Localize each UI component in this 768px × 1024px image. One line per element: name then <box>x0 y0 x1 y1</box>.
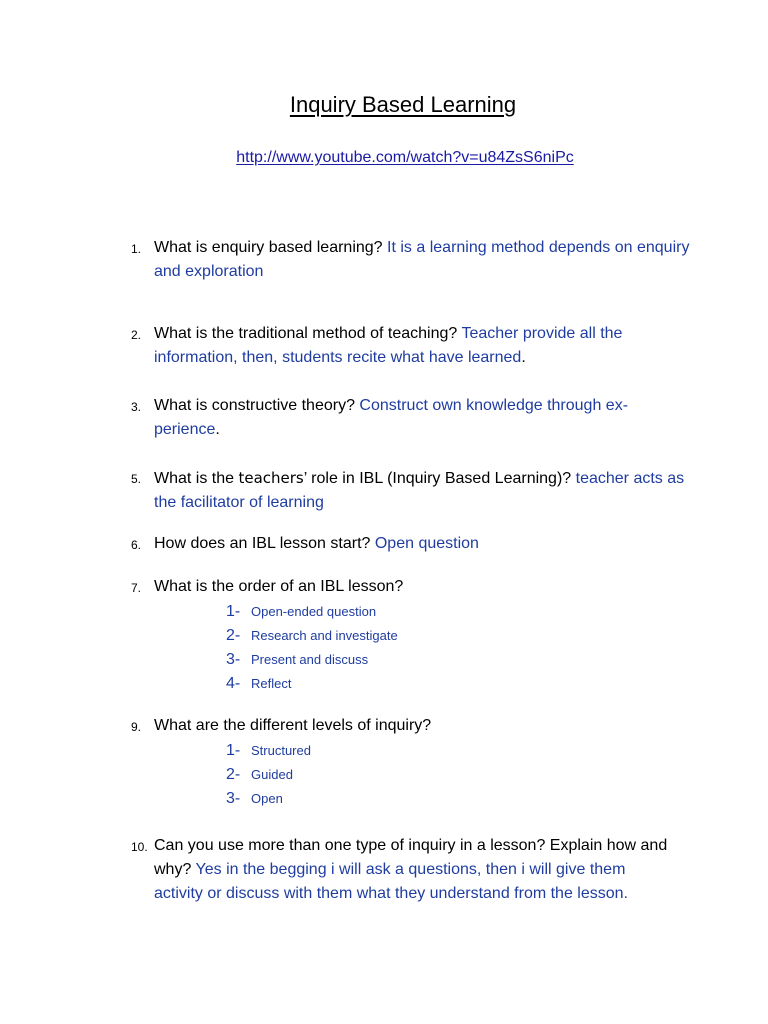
question-body <box>154 532 691 556</box>
question-number: 5. <box>131 472 142 486</box>
list-item-text: Open <box>251 791 283 806</box>
question-body <box>154 466 691 515</box>
list-item <box>226 787 283 811</box>
question-text: What is the traditional method of teaching? <box>154 325 462 342</box>
question-text: What is constructive theory? <box>154 397 360 414</box>
list-item <box>226 600 376 624</box>
answer-text: Yes in the begging i will ask a questions, then i will give them activity or discuss with them what they understand from the lesson. <box>154 861 628 902</box>
answer-text: It is a learning method depends on enquiry and exploration <box>154 239 690 280</box>
question-9 <box>131 714 691 738</box>
video-link[interactable]: http://www.youtube.com/watch?v=u84ZsS6niPc <box>236 149 574 166</box>
question-number: 9. <box>131 720 142 734</box>
question-text-emphasis: teachers <box>238 469 304 487</box>
list-item <box>226 763 293 787</box>
answer-text: Open question <box>374 535 479 552</box>
question-number: 6. <box>131 538 142 552</box>
list-item-text: Guided <box>251 767 293 782</box>
question-text: Can you use more than one type of inquiry in a lesson? Explain how and why? <box>154 837 668 878</box>
question-number: 10. <box>131 840 148 854</box>
question-2 <box>131 322 691 370</box>
list-item <box>226 672 291 696</box>
list-item-number: 3- <box>226 790 241 807</box>
list-item-text: Reflect <box>251 676 292 691</box>
list-item-number: 3- <box>226 651 241 668</box>
list-item <box>226 648 368 672</box>
answer-text: teacher acts as the facilitator of learning <box>154 470 685 511</box>
list-item-number: 2- <box>226 627 241 644</box>
question-7 <box>131 575 691 599</box>
list-item-number: 4- <box>226 675 241 692</box>
list-item-text: Research and investigate <box>251 628 398 643</box>
list-item-number: 2- <box>226 766 241 783</box>
page-title: Inquiry Based Learning <box>289 92 517 117</box>
question-10 <box>131 834 676 906</box>
question-text: How does an IBL lesson start? <box>154 535 375 552</box>
question-number: 7. <box>131 581 142 595</box>
question-body <box>154 834 676 906</box>
question-text: What are the different levels of inquiry? <box>154 717 432 734</box>
question-text-end: ’ role in IBL (Inquiry Based Learning)? <box>303 470 576 487</box>
question-text: What is the order of an IBL lesson? <box>154 578 404 595</box>
question-5 <box>131 466 691 515</box>
list-item-text: Present and discuss <box>251 652 369 667</box>
question-3 <box>131 394 691 442</box>
question-body <box>154 322 691 370</box>
list-item-text: Structured <box>251 743 311 758</box>
list-item-text: Open-ended question <box>251 604 377 619</box>
question-6 <box>131 532 691 556</box>
question-body <box>154 236 691 284</box>
list-item <box>226 624 398 648</box>
answer-text: Construct own knowledge through ex-perience <box>154 397 629 438</box>
question-number: 2. <box>131 328 142 342</box>
answer-text: Teacher provide all the information, then, students recite what have learned <box>154 325 623 366</box>
list-item <box>226 739 311 763</box>
question-text: What is enquiry based learning? <box>154 239 388 256</box>
answer-tail: . <box>521 349 526 366</box>
answer-tail: . <box>215 421 220 438</box>
question-text-start: What is the <box>154 470 239 487</box>
question-number: 3. <box>131 400 142 414</box>
question-body <box>154 394 691 442</box>
question-number: 1. <box>131 242 142 256</box>
question-1 <box>131 236 691 284</box>
list-item-number: 1- <box>226 742 241 759</box>
list-item-number: 1- <box>226 603 241 620</box>
